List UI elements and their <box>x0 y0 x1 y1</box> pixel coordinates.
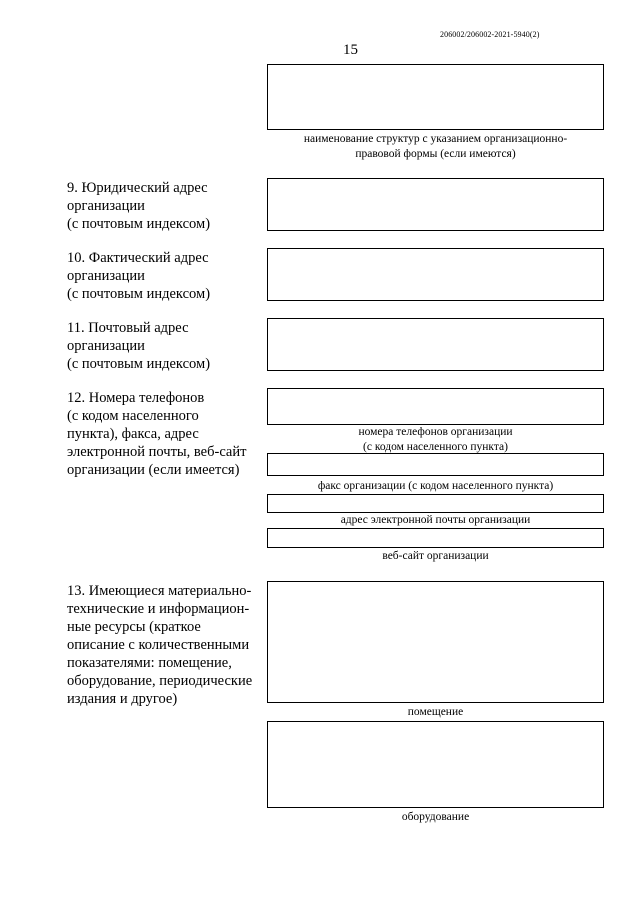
actual-address-label <box>67 249 267 303</box>
label-line: организации <box>67 268 145 284</box>
label-line: 13. Имеющиеся материально- <box>67 583 252 599</box>
email-caption: адрес электронной почты организации <box>340 514 531 526</box>
label-line: (с почтовым индексом) <box>67 356 211 372</box>
label-line: организации <box>67 338 145 354</box>
label-line: (с кодом населенного <box>67 408 199 424</box>
label-line: оборудование, периодические <box>67 673 253 689</box>
premises-caption: помещение <box>407 706 464 718</box>
fax-field[interactable] <box>267 453 604 476</box>
phone-field[interactable] <box>267 388 604 425</box>
label-line: 10. Фактический адрес <box>67 250 209 266</box>
contacts-label <box>67 389 267 479</box>
caption-line: номера телефонов организации <box>358 426 513 438</box>
caption-line: (с кодом населенного пункта) <box>363 441 508 453</box>
equipment-field[interactable] <box>267 721 604 808</box>
equipment-caption: оборудование <box>401 811 470 823</box>
label-line: ные ресурсы (краткое <box>67 619 201 635</box>
legal-address-field[interactable] <box>267 178 604 231</box>
structures-field[interactable] <box>267 64 604 130</box>
label-line: 9. Юридический адрес <box>67 180 208 196</box>
resources-label <box>67 582 267 708</box>
document-id: 206002/206002-2021-5940(2) <box>440 30 540 39</box>
postal-address-label <box>67 319 267 373</box>
structures-caption <box>267 132 604 162</box>
postal-address-field[interactable] <box>267 318 604 371</box>
label-line: (с почтовым индексом) <box>67 286 211 302</box>
caption-line: наименование структур с указанием организационно- <box>303 133 568 145</box>
label-line: 11. Почтовый адрес <box>67 320 189 336</box>
label-line: организации (если имеется) <box>67 462 240 478</box>
website-field[interactable] <box>267 528 604 548</box>
email-field[interactable] <box>267 494 604 513</box>
label-line: электронной почты, веб-сайт <box>67 444 247 460</box>
label-line: технические и информацион- <box>67 601 250 617</box>
legal-address-label <box>67 179 267 233</box>
page-number: 15 <box>343 42 358 58</box>
fax-caption: факс организации (с кодом населенного пункта) <box>317 480 554 492</box>
label-line: показателями: помещение, <box>67 655 232 671</box>
website-caption: веб-сайт организации <box>382 550 489 562</box>
label-line: пункта), факса, адрес <box>67 426 199 442</box>
label-line: (с почтовым индексом) <box>67 216 211 232</box>
actual-address-field[interactable] <box>267 248 604 301</box>
phone-caption <box>267 425 604 455</box>
label-line: описание с количественными <box>67 637 250 653</box>
label-line: издания и другое) <box>67 691 178 707</box>
label-line: организации <box>67 198 145 214</box>
label-line: 12. Номера телефонов <box>67 390 205 406</box>
caption-line: правовой формы (если имеются) <box>355 148 516 160</box>
premises-field[interactable] <box>267 581 604 703</box>
